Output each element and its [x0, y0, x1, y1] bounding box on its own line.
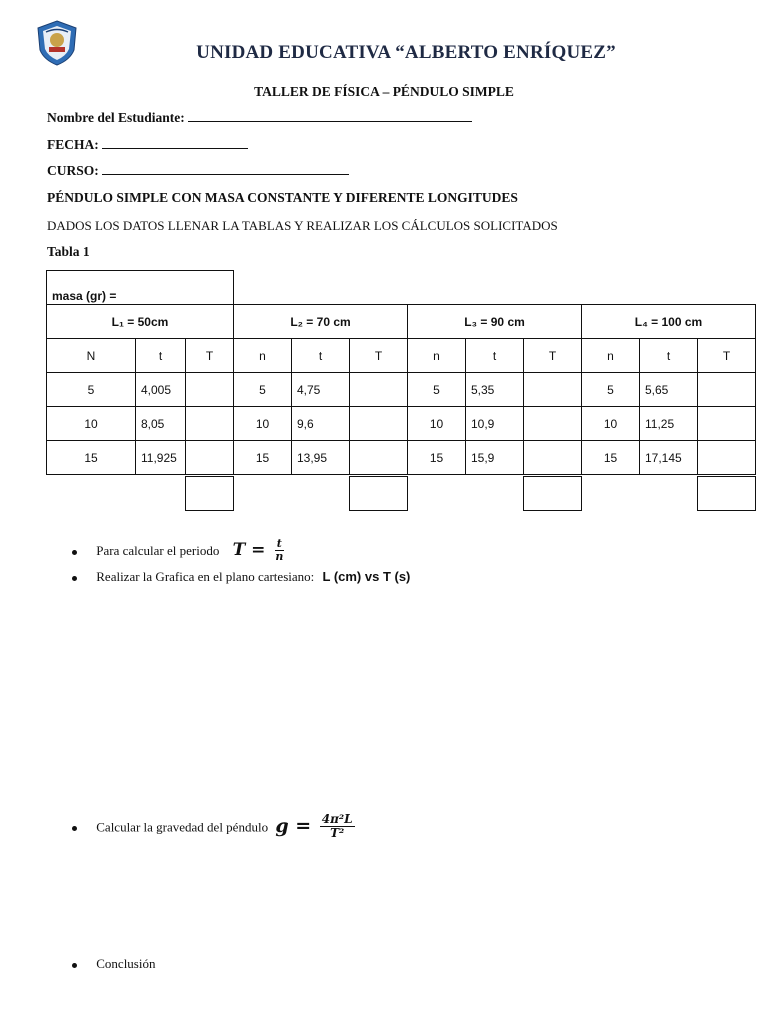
bullet-conclusion — [72, 956, 155, 972]
table-cell: 10 — [233, 406, 292, 441]
mass-cell: masa (gr) = — [46, 270, 234, 305]
student-name-label: Nombre del Estudiante: — [47, 110, 185, 125]
table-cell-empty[interactable] — [349, 440, 408, 475]
group-header-l3: L₃ = 90 cm — [407, 304, 582, 339]
table-cell: 4,005 — [135, 372, 186, 407]
period-denominator: n — [275, 550, 284, 564]
gravity-text: Calcular la gravedad del péndulo — [96, 819, 269, 835]
date-field — [47, 137, 248, 153]
period-formula-lhs: T = — [232, 540, 266, 561]
table-cell: 5,35 — [465, 372, 524, 407]
table-cell: 15,9 — [465, 440, 524, 475]
course-label: CURSO: — [47, 163, 99, 178]
table-cell: 11,25 — [639, 406, 698, 441]
gravity-numerator: 4π²L — [321, 812, 353, 826]
table-cell: 13,95 — [291, 440, 350, 475]
bullet-graph — [72, 569, 410, 585]
col-header: T — [523, 338, 582, 373]
col-header: t — [135, 338, 186, 373]
course-field — [47, 163, 349, 179]
date-label: FECHA: — [47, 137, 99, 152]
school-name: UNIDAD EDUCATIVA “ALBERTO ENRÍQUEZ” — [196, 42, 616, 63]
bullet-dot — [72, 576, 77, 581]
col-header: n — [581, 338, 640, 373]
table-cell: 10 — [581, 406, 640, 441]
col-header: t — [291, 338, 350, 373]
table-cell: 5 — [407, 372, 466, 407]
col-header: n — [233, 338, 292, 373]
table-cell: 15 — [233, 440, 292, 475]
graph-axes: L (cm) vs T (s) — [322, 569, 411, 584]
student-name-blank[interactable] — [188, 110, 472, 122]
table-cell: 5 — [46, 372, 136, 407]
table-cell-empty[interactable] — [697, 406, 756, 441]
col-header: t — [639, 338, 698, 373]
period-text: Para calcular el periodo — [96, 543, 220, 559]
date-blank[interactable] — [102, 137, 248, 149]
bullet-dot — [72, 826, 77, 831]
table-cell: 15 — [407, 440, 466, 475]
average-cell-l3[interactable] — [523, 476, 582, 511]
bullet-gravity — [72, 813, 355, 840]
table-cell-empty[interactable] — [185, 406, 234, 441]
group-header-l1: L₁ = 50cm — [46, 304, 234, 339]
course-blank[interactable] — [102, 163, 349, 175]
gravity-denominator: T² — [330, 826, 345, 841]
period-numerator: t — [276, 537, 282, 550]
group-header-l4: L₄ = 100 cm — [581, 304, 756, 339]
group-header-l2: L₂ = 70 cm — [233, 304, 408, 339]
table-cell: 5,65 — [639, 372, 698, 407]
col-header: n — [407, 338, 466, 373]
col-header: T — [185, 338, 234, 373]
table-cell-empty[interactable] — [349, 406, 408, 441]
bullet-dot — [72, 550, 77, 555]
table-cell-empty[interactable] — [349, 372, 408, 407]
table-cell: 15 — [581, 440, 640, 475]
table-cell: 11,925 — [135, 440, 186, 475]
table-cell: 10,9 — [465, 406, 524, 441]
gravity-formula — [275, 812, 354, 841]
graph-text: Realizar la Grafica en el plano cartesiano: — [96, 569, 315, 584]
period-formula — [232, 537, 286, 564]
table-cell: 9,6 — [291, 406, 350, 441]
table-cell-empty[interactable] — [185, 440, 234, 475]
average-cell-l1[interactable] — [185, 476, 234, 511]
table-cell-empty[interactable] — [697, 440, 756, 475]
col-header: N — [46, 338, 136, 373]
table-cell: 15 — [46, 440, 136, 475]
table-cell: 5 — [581, 372, 640, 407]
table-cell: 5 — [233, 372, 292, 407]
table-cell: 4,75 — [291, 372, 350, 407]
table-cell-empty[interactable] — [523, 372, 582, 407]
col-header: T — [349, 338, 408, 373]
bullet-dot — [72, 963, 77, 968]
gravity-fraction — [320, 813, 355, 840]
workshop-title: TALLER DE FÍSICA – PÉNDULO SIMPLE — [254, 84, 514, 99]
instructions: DADOS LOS DATOS LLENAR LA TABLAS Y REALIZAR LOS CÁLCULOS SOLICITADOS — [47, 218, 558, 233]
section-title: PÉNDULO SIMPLE CON MASA CONSTANTE Y DIFERENTE LONGITUDES — [47, 190, 518, 205]
table-cell: 10 — [407, 406, 466, 441]
table-cell-empty[interactable] — [697, 372, 756, 407]
table-cell: 17,145 — [639, 440, 698, 475]
average-cell-l4[interactable] — [697, 476, 756, 511]
conclusion-text: Conclusión — [96, 956, 156, 971]
table-cell: 10 — [46, 406, 136, 441]
table-cell-empty[interactable] — [523, 406, 582, 441]
table-cell-empty[interactable] — [185, 372, 234, 407]
table-title: Tabla 1 — [47, 244, 90, 259]
table-cell-empty[interactable] — [523, 440, 582, 475]
table-cell: 8,05 — [135, 406, 186, 441]
gravity-formula-lhs: g = — [275, 814, 312, 837]
average-cell-l2[interactable] — [349, 476, 408, 511]
period-fraction — [273, 538, 285, 563]
col-header: t — [465, 338, 524, 373]
bullet-period — [72, 538, 285, 563]
col-header: T — [697, 338, 756, 373]
student-name-field — [47, 110, 472, 126]
data-table-1 — [46, 270, 756, 511]
